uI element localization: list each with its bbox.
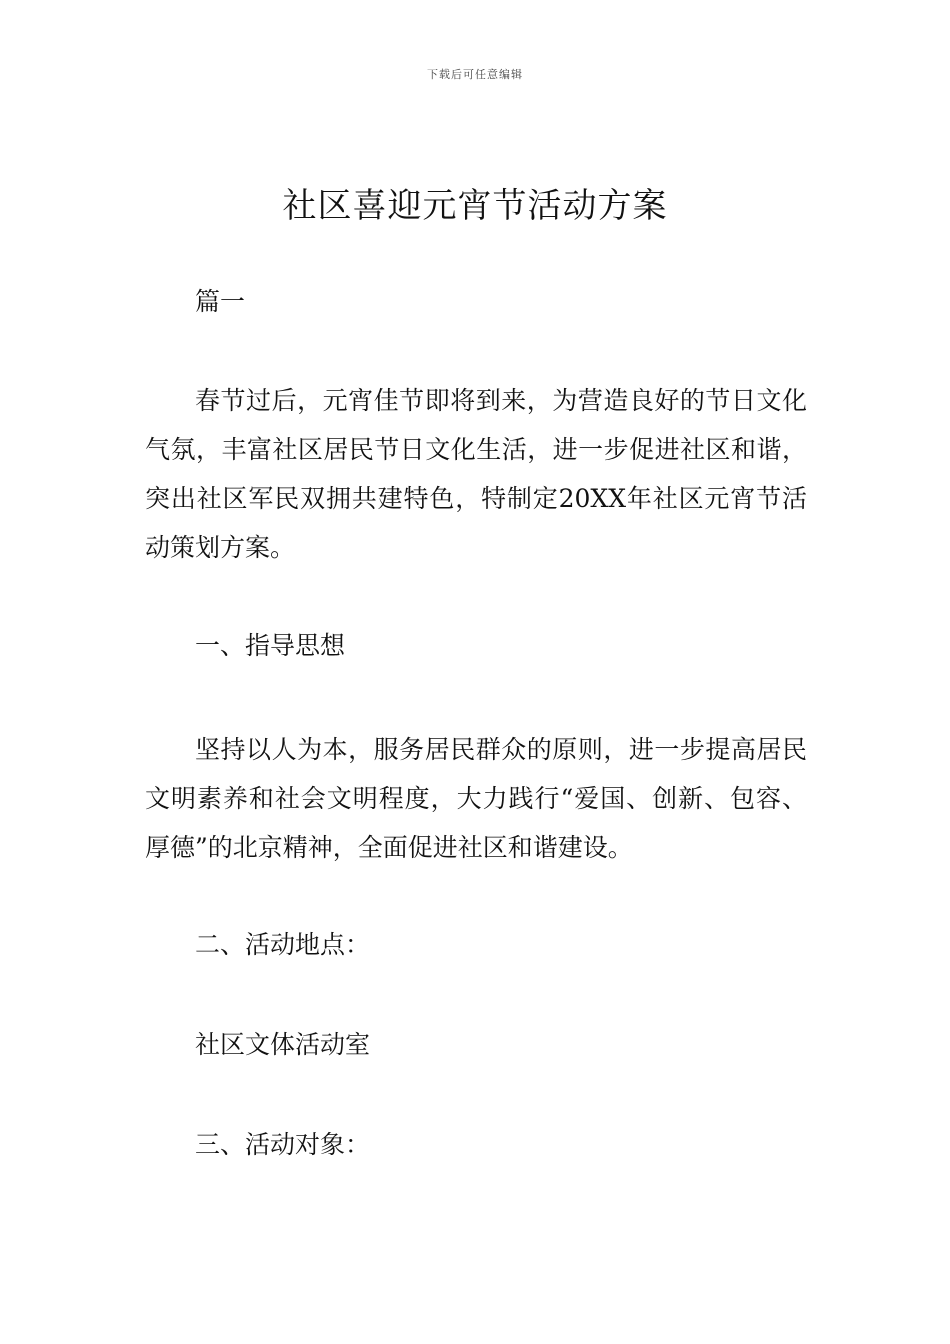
section-heading-guiding-ideology: 一、指导思想 xyxy=(195,631,346,660)
part-label: 篇一 xyxy=(195,287,246,316)
section-heading-location: 二、活动地点： xyxy=(195,930,371,959)
section-heading-audience: 三、活动对象： xyxy=(195,1130,371,1159)
document-title: 社区喜迎元宵节活动方案 xyxy=(282,186,668,226)
guiding-ideology-paragraph: 坚持以人为本，服务居民群众的原则，进一步提高居民文明素养和社会文明程度，大力践行“爱国、创新、包容、厚德”的北京精神，全面促进社区和谐建设。 xyxy=(145,735,807,862)
location-text: 社区文体活动室 xyxy=(195,1030,371,1059)
intro-paragraph: 春节过后，元宵佳节即将到来，为营造良好的节日文化气氛，丰富社区居民节日文化生活，进一步促进社区和谐，突出社区军民双拥共建特色，特制定20XX年社区元宵节活动策划方案。 xyxy=(145,386,807,562)
header-note: 下载后可任意编辑 xyxy=(427,68,523,81)
